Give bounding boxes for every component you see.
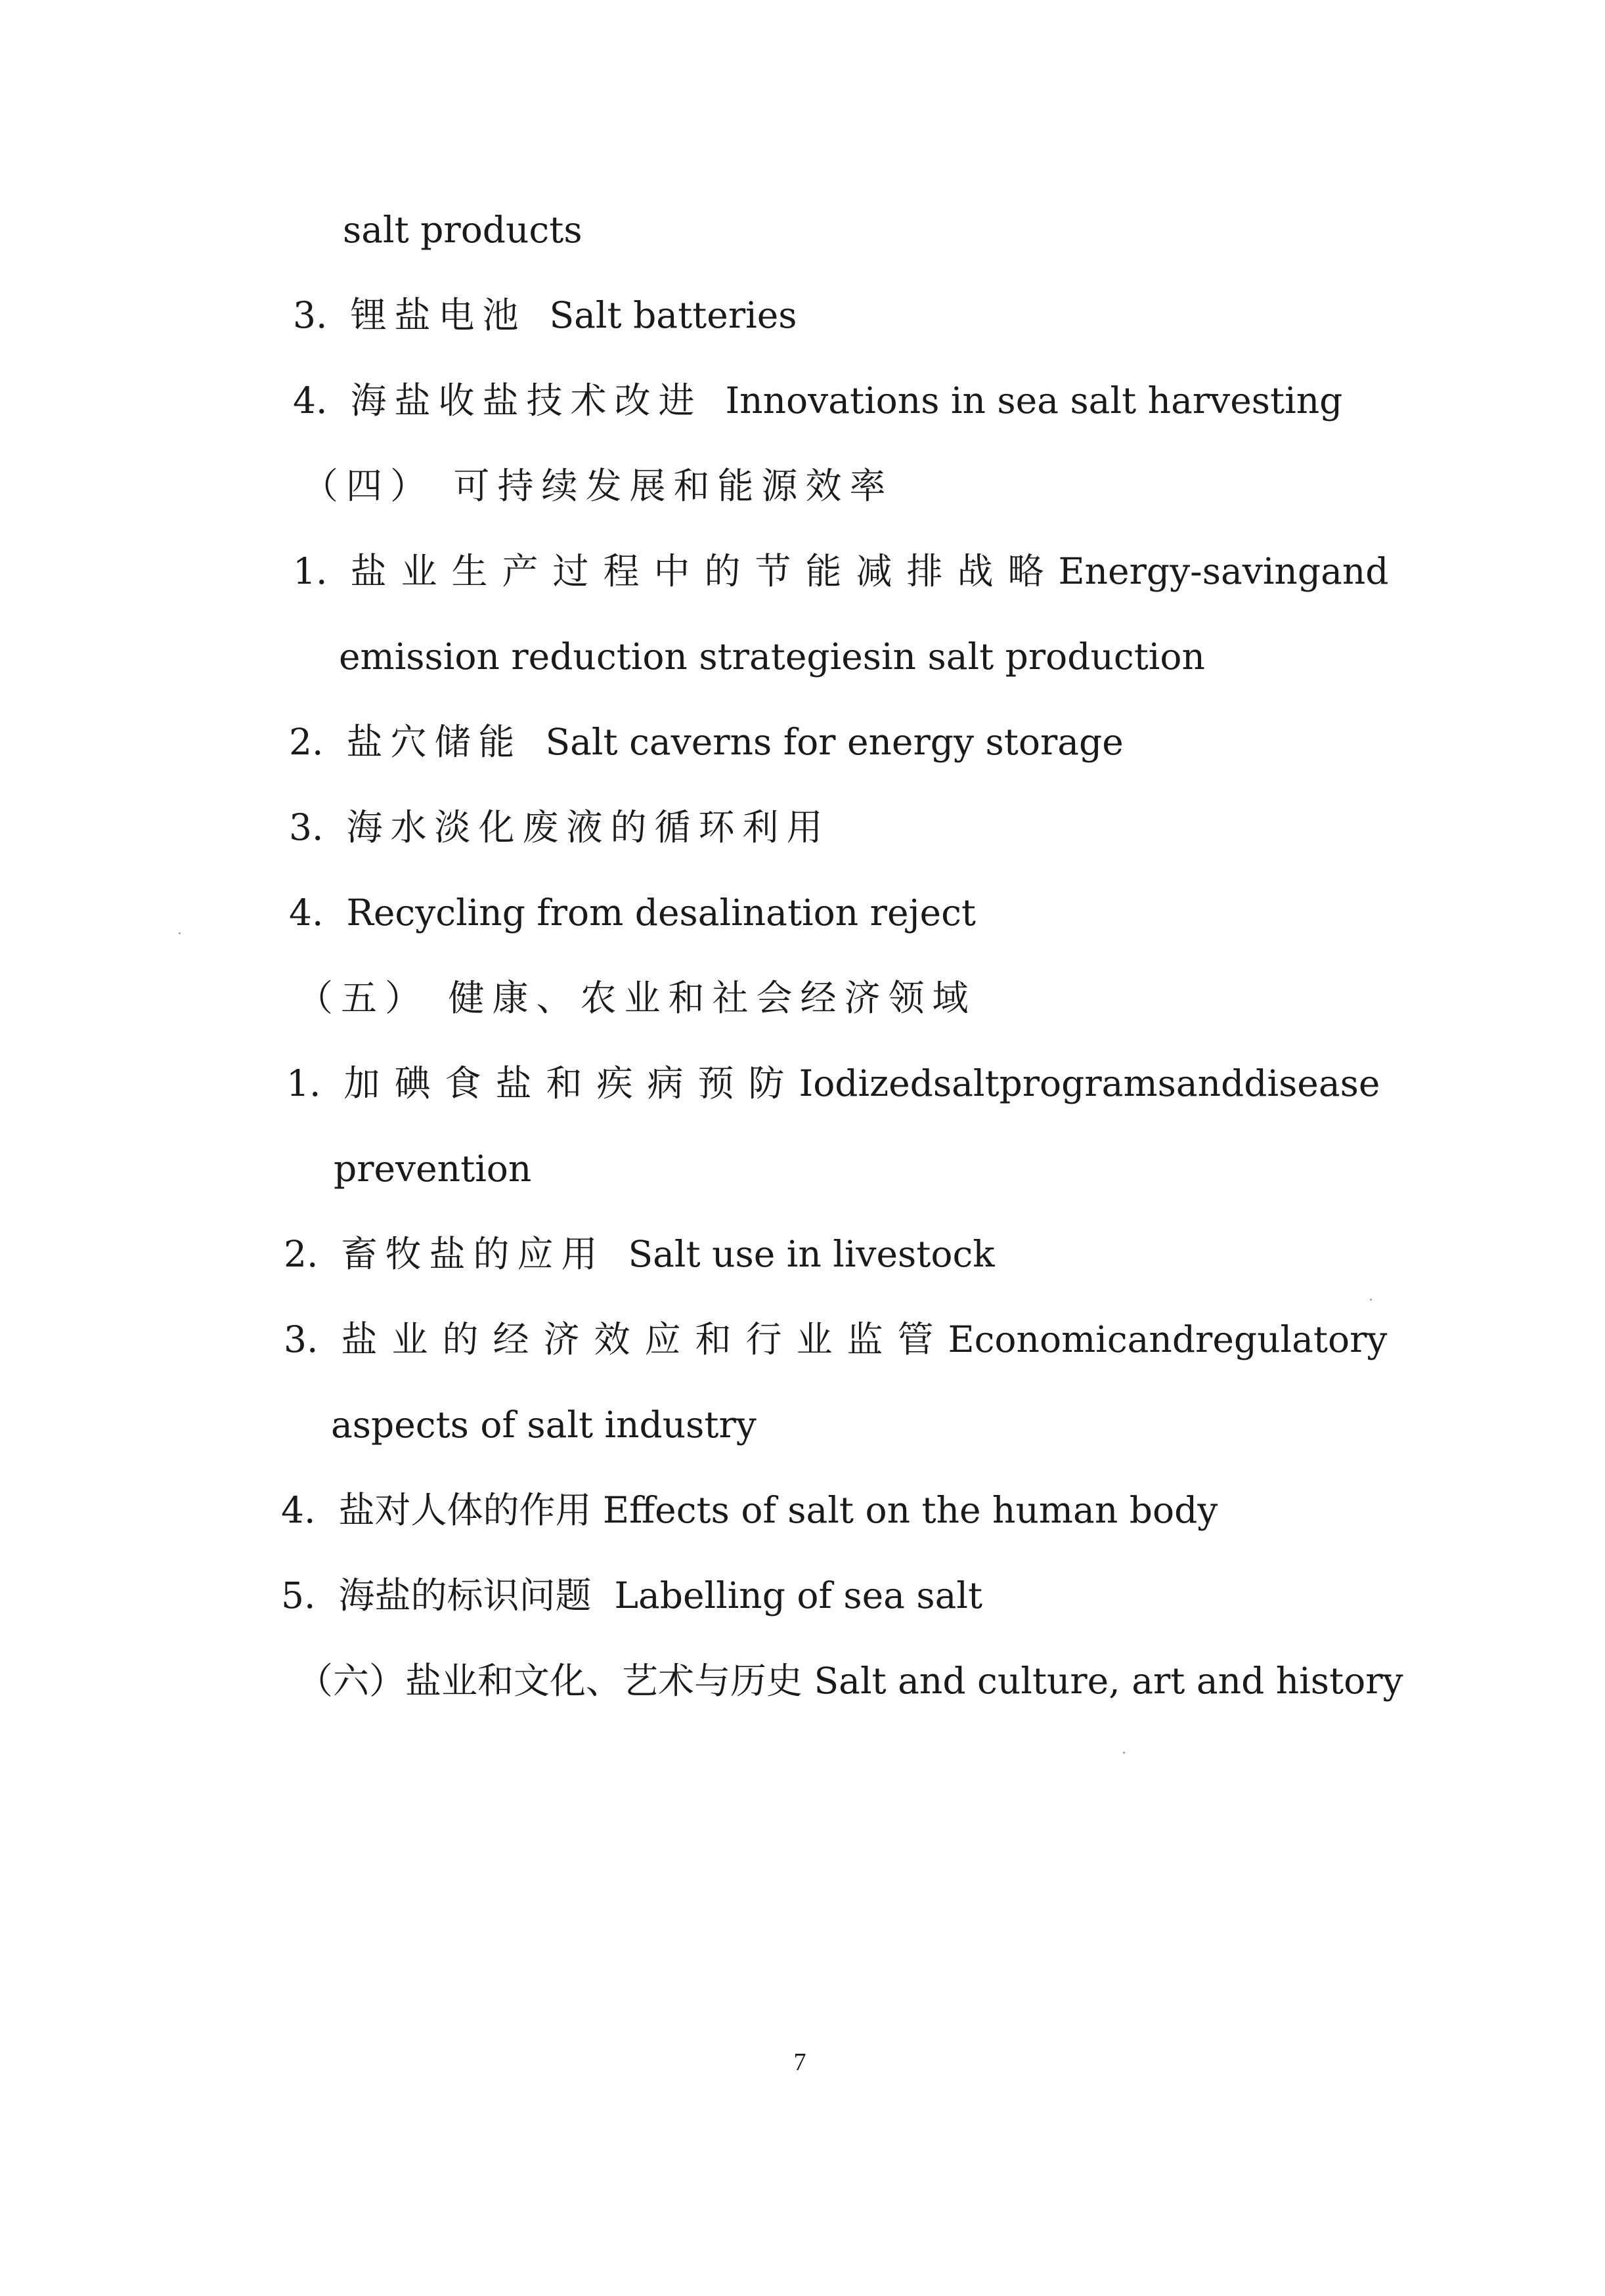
item-number: 5.: [281, 1574, 316, 1616]
list-item: [284, 1229, 995, 1279]
item-english-part: and: [1127, 1318, 1196, 1360]
item-english-part: Economic: [948, 1318, 1128, 1360]
section-heading: [302, 461, 893, 511]
line-text: aspects of salt industry: [331, 1404, 757, 1446]
item-english: Recycling from desalination reject: [346, 892, 977, 934]
item-chinese: 海盐收盐技术改进: [350, 379, 703, 422]
list-item: [286, 1058, 1380, 1108]
section-heading: [297, 973, 976, 1023]
list-item: [289, 717, 1124, 767]
item-number: 2.: [289, 721, 324, 763]
heading-english: Salt and culture, art and history: [814, 1660, 1403, 1702]
item-english-part: Energy-saving: [1058, 550, 1321, 592]
list-item: [289, 888, 976, 938]
line-text: emission reduction strategiesin salt production: [339, 636, 1205, 678]
item-chinese: 盐穴储能: [346, 721, 523, 763]
heading-text: （四） 可持续发展和能源效率: [302, 465, 894, 507]
item-english-part: and: [1321, 550, 1389, 592]
list-item: [281, 1570, 982, 1620]
scan-speck: [1370, 1299, 1372, 1301]
list-item: [281, 1485, 1218, 1535]
continuation-line: [334, 1144, 531, 1194]
line-text: salt products: [343, 209, 583, 251]
list-item: [293, 376, 1342, 425]
item-chinese: 海盐的标识问题: [338, 1574, 592, 1616]
line-text: prevention: [334, 1148, 532, 1190]
item-chinese: 盐业生产过程中的节能减排战略: [350, 550, 1059, 592]
item-english-part: regulatory: [1195, 1318, 1388, 1360]
item-number: 3.: [284, 1318, 319, 1360]
item-number: 3.: [289, 806, 324, 848]
list-item: [284, 1314, 1388, 1364]
continuation-line: [339, 632, 1205, 682]
item-english: Innovations in sea salt harvesting: [725, 379, 1343, 422]
item-number: 2.: [284, 1233, 319, 1275]
list-item: [289, 802, 830, 852]
continuation-line: [331, 1400, 757, 1450]
item-english-part: and: [1176, 1062, 1244, 1104]
item-english: Salt batteries: [549, 294, 797, 336]
item-chinese: 海水淡化废液的循环利用: [346, 806, 831, 848]
item-english: Salt caverns for energy storage: [545, 721, 1124, 763]
heading-chinese: （六）盐业和文化、艺术与历史: [297, 1660, 803, 1702]
item-chinese: 盐对人体的作用: [338, 1489, 592, 1531]
scan-speck: [1123, 1752, 1125, 1754]
item-chinese: 加碘食盐和疾病预防: [343, 1062, 799, 1104]
item-number: 4.: [289, 892, 324, 934]
section-heading: [297, 1656, 1403, 1706]
item-number: 3.: [293, 294, 328, 336]
item-chinese: 盐业的经济效应和行业监管: [341, 1318, 948, 1360]
list-item: [293, 546, 1389, 596]
item-number: 4.: [293, 379, 328, 422]
list-item: [293, 290, 797, 340]
item-english-part: programs: [999, 1062, 1176, 1104]
item-english: Salt use in livestock: [628, 1233, 995, 1275]
item-english: Effects of salt on the human body: [602, 1489, 1218, 1531]
item-chinese: 锂盐电池: [350, 294, 527, 336]
page-number: 7: [793, 2048, 806, 2076]
heading-text: （五） 健康、农业和社会经济领域: [297, 977, 977, 1019]
item-number: 4.: [281, 1489, 316, 1531]
scan-speck: [179, 932, 181, 934]
item-number: 1.: [286, 1062, 321, 1104]
continuation-line: [343, 205, 583, 255]
item-english-part: Iodized: [799, 1062, 933, 1104]
item-english-part: salt: [933, 1062, 1000, 1104]
item-english-part: disease: [1244, 1062, 1380, 1104]
item-english: Labelling of sea salt: [614, 1574, 983, 1616]
item-number: 1.: [293, 550, 328, 592]
item-chinese: 畜牧盐的应用: [341, 1233, 605, 1275]
